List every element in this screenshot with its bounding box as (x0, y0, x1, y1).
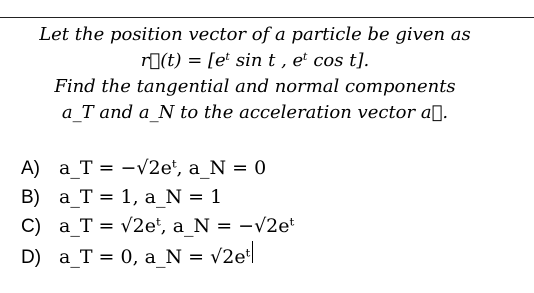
answer-expression: a_T = −√2eᵗ, a_N = 0 (59, 157, 267, 179)
question-line-4: a_T and a_N to the acceleration vector a⃗. (61, 102, 449, 123)
answer-expression: a_T = √2eᵗ, a_N = −√2eᵗ (59, 215, 295, 237)
answer-option-c[interactable] (21, 212, 294, 241)
top-rule (0, 17, 534, 18)
answer-expression: a_T = 0, a_N = √2eᵗ (59, 246, 251, 268)
answer-letter: B) (21, 187, 40, 208)
question-line-1: Let the position vector of a particle be given as (39, 24, 471, 45)
answer-expression: a_T = 1, a_N = 1 (59, 186, 223, 208)
answer-letter: D) (21, 247, 42, 268)
answer-options (21, 154, 294, 272)
text-cursor (252, 241, 253, 263)
question-line-2: r⃗(t) = [eᵗ sin t , eᵗ cos t]. (140, 50, 370, 71)
answer-option-b[interactable] (21, 183, 294, 212)
answer-letter: A) (21, 158, 40, 179)
question-text (0, 22, 510, 126)
question-line-3: Find the tangential and normal components (54, 76, 456, 97)
answer-option-a[interactable] (21, 154, 294, 183)
answer-option-d[interactable] (21, 241, 294, 272)
answer-letter: C) (21, 216, 42, 237)
